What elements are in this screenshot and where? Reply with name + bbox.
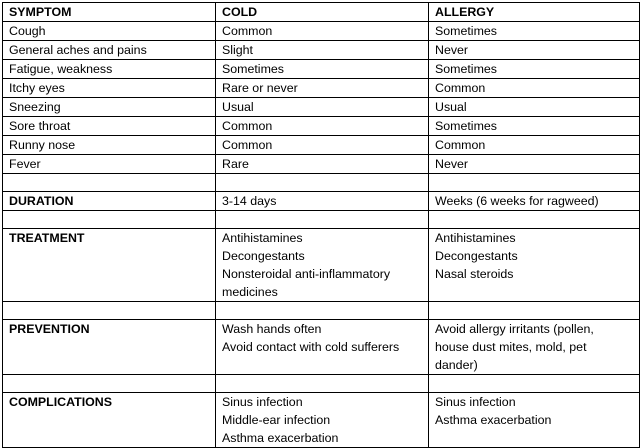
prevention-cold [216,320,429,375]
header-allergy: ALLERGY [429,3,640,22]
treatment-cold-item: Decongestants [222,249,305,263]
table-row [3,98,640,117]
cold-cell: Rare or never [216,79,429,98]
spacer-row [3,211,640,229]
cold-cell: Usual [216,98,429,117]
duration-allergy: Weeks (6 weeks for ragweed) [429,192,640,211]
cold-cell: Rare [216,155,429,174]
symptom-cell: Itchy eyes [3,79,216,98]
header-row [3,3,640,22]
treatment-allergy [429,229,640,302]
allergy-cell: Common [429,79,640,98]
allergy-cell: Sometimes [429,117,640,136]
complications-row [3,393,640,448]
cold-cell: Common [216,22,429,41]
cold-vs-allergy-table [2,2,640,448]
prevention-label: PREVENTION [3,320,216,375]
table-row [3,41,640,60]
cold-cell: Common [216,117,429,136]
complications-cold-item: Middle-ear infection [222,413,331,427]
spacer-row [3,174,640,192]
spacer-row [3,375,640,393]
table-row [3,155,640,174]
cold-cell: Sometimes [216,60,429,79]
allergy-cell: Never [429,155,640,174]
table-row [3,136,640,155]
prevention-allergy [429,320,640,375]
allergy-cell: Never [429,41,640,60]
duration-cold: 3-14 days [216,192,429,211]
prevention-cold-item: Avoid contact with cold sufferers [222,340,400,354]
allergy-cell: Usual [429,98,640,117]
cold-cell: Slight [216,41,429,60]
table-row [3,117,640,136]
complications-cold [216,393,429,448]
symptom-cell: Sneezing [3,98,216,117]
prevention-cold-item: Wash hands often [222,322,322,336]
treatment-cold-item: Antihistamines [222,231,303,245]
treatment-allergy-item: Antihistamines [435,231,516,245]
complications-allergy [429,393,640,448]
treatment-cold-item: Nonsteroidal anti-inflammatory medicines [222,267,391,299]
allergy-cell: Sometimes [429,22,640,41]
symptom-cell: Runny nose [3,136,216,155]
treatment-label: TREATMENT [3,229,216,302]
complications-allergy-item: Asthma exacerbation [435,413,552,427]
treatment-allergy-item: Decongestants [435,249,518,263]
table-row [3,79,640,98]
complications-cold-item: Sinus infection [222,395,303,409]
prevention-allergy-item: Avoid allergy irritants (pollen, house dust mites, mold, pet dander) [435,322,594,372]
symptom-cell: Fatigue, weakness [3,60,216,79]
table-row [3,22,640,41]
symptom-cell: Fever [3,155,216,174]
treatment-allergy-item: Nasal steroids [435,267,514,281]
allergy-cell: Sometimes [429,60,640,79]
table-row [3,60,640,79]
header-symptom: SYMPTOM [3,3,216,22]
allergy-cell: Common [429,136,640,155]
cold-cell: Common [216,136,429,155]
duration-label: DURATION [3,192,216,211]
symptom-cell: Sore throat [3,117,216,136]
treatment-cold [216,229,429,302]
complications-allergy-item: Sinus infection [435,395,516,409]
symptom-cell: Cough [3,22,216,41]
duration-row [3,192,640,211]
complications-label: COMPLICATIONS [3,393,216,448]
spacer-row [3,302,640,320]
header-cold: COLD [216,3,429,22]
prevention-row [3,320,640,375]
symptom-cell: General aches and pains [3,41,216,60]
treatment-row [3,229,640,302]
complications-cold-item: Asthma exacerbation [222,431,339,445]
